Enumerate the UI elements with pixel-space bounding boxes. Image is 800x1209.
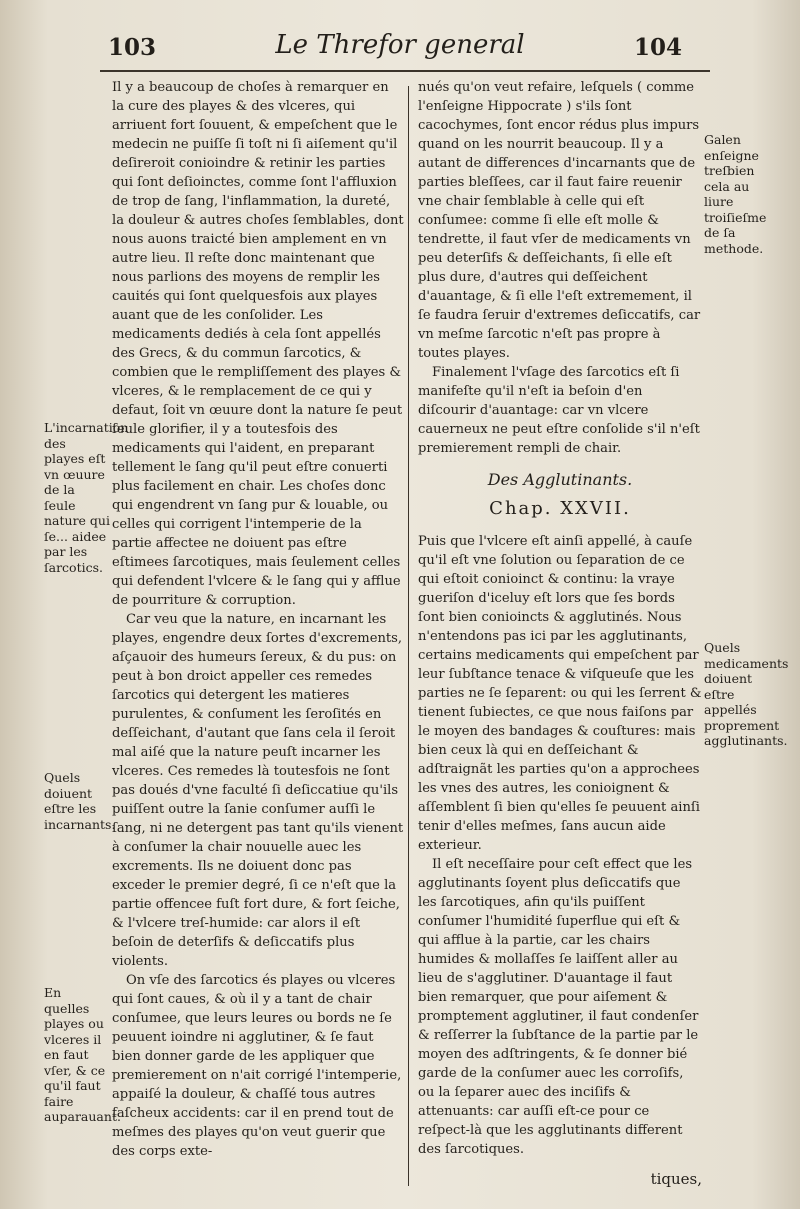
margin-note: Quels medicaments doiuent eſtre appellés proprement agglutinants. bbox=[704, 640, 789, 748]
right-column bbox=[418, 78, 702, 1159]
paragraph: Car veu que la nature, en incarnant les playes, engendre deux ſortes d'excrements, aſçauoir des humeurs ſereux, & du pus: on peut à bon droict appeller ces remedes ſarcotics qui detergent les matieres purulentes, & conſument les ſeroſités en deſſeichant, d'autant que ſans cela il ſeroit mal aiſé que la nature peuſt incarner les vlceres. Ces remedes là toutesfois ne ſont pas doués d'vne faculté ſi deſiccatiue qu'ils puiſſent outre la ſanie conſumer auſſi le ſang, ni ne detergent pas tant qu'ils vienent à conſumer la chair nouuelle auec les excrements. Ils ne doiuent donc pas exceder le premier degré, ſi ce n'eſt que la partie offencee fuſt fort dure, & fort ſeiche, & l'vlcere treſ-humide: car alors il eſt beſoin de deterſifs & deſiccatifs plus violents. bbox=[112, 612, 404, 969]
section-heading: Des Agglutinants. bbox=[487, 470, 633, 489]
paragraph: Il eſt neceſſaire pour ceſt effect que les agglutinants ſoyent plus deſiccatifs que les ſarcotiques, afin qu'ils puiſſent conſumer l'humidité ſuperflue qui eſt & qui afflue à la partie, car les chairs humides & mollaſſes ſe laiſſent aller au lieu de s'agglutiner. D'auantage il faut bien remarquer, que pour aiſement & promptement agglutiner, il faut condenſer & reſſerrer la ſubſtance de la partie par le moyen des adſtringents, & ſe donner bié garde de la conſumer auec les corroſifs, ou la ſeparer auec des inciſifs & attenuants: car auſſi eſt-ce pour ce reſpect-là que les agglutinants different des ſarcotiques. bbox=[418, 857, 699, 1157]
paragraph: Il y a beaucoup de choſes à remarquer en la cure des playes & des vlceres, qui arriuent fort ſouuent, & empeſchent que le medecin ne puiſſe ſi toſt ni ſi aiſement qu'il deſireroit conioindre & retinir les parties qui ſont deſioinctes, comme ſont l'affluxion de trop de ſang, l'inflammation, la dureté, la douleur & autres choſes ſemblables, dont nous auons traicté bien amplement en vn autre lieu. Il reſte donc maintenant que nous parlions des moyens de remplir les cauités qui ſont quelquesfois aux playes auant que de les conſolider. Les medicaments dediés à cela ſont appellés des Grecs, & du commun ſarcotics, & combien que le rempliſſement des playes & vlceres, & le remplacement de ce qui y defaut, ſoit vn œuure dont la nature ſe peut ſeule glorifier, il y a toutesfois des medicaments qui l'aident, en preparant tellement le ſang qu'il peut eſtre conuerti plus facilement en chair. Les choſes donc qui engendrent vn ſang pur & louable, ou celles qui corrigent l'intemperie de la partie affectee ne doiuent pas eſtre eſtimees ſarcotiques, mais ſeulement celles qui defendent l'vlcere & le ſang qui y afflue de pourriture & corruption. bbox=[112, 80, 404, 608]
paragraph: On vſe des ſarcotics és playes ou vlceres qui ſont caues, & où il y a tant de chair conſumee, que leurs leures ou bords ne ſe peuuent ioindre ni agglutiner, & ſe faut bien donner garde de les appliquer que premierement on n'ait corrigé l'intemperie, appaiſé la douleur, & chaſſé tous autres faſcheux accidents: car il en prend tout de meſmes des playes qu'on veut guerir que des corps exte- bbox=[112, 973, 402, 1159]
margin-note: Quels doiuent eſtre les incarnants. bbox=[44, 770, 116, 832]
paragraph: Puis que l'vlcere eſt ainſi appellé, à cauſe qu'il eſt vne ſolution ou ſeparation de ce qui eſtoit conioinct & continu: la vraye gueriſon d'iceluy eſt lors que ſes bords ſont bien conioincts & agglutinés. Nous n'entendons pas ici par les agglutinants, certains medicaments qui empeſchent par leur ſubſtance tenace & viſqueuſe que les parties ne ſe ſeparent: ou qui les ſerrent & tienent ſubiectes, ce que nous faiſons par le moyen des bandages & couſtures: mais bien ceux là qui en deſſeichant & adſtraignãt les parties qu'on a approchees les vnes des autres, les conioignent & aſſemblent ſi bien qu'elles ſe peuuent ainſi tenir d'elles meſmes, ſans aucun aide exterieur. bbox=[418, 534, 702, 853]
left-column bbox=[112, 78, 404, 1161]
chapter-heading: Chap. XXVII. bbox=[489, 498, 631, 519]
margin-note: L'incarnation des playes eſt vn œuure de la ſeule nature qui ſe... aidee par les ſarcotics. bbox=[44, 420, 129, 575]
catchword: tiques, bbox=[650, 1170, 702, 1188]
page-number-right: 104 bbox=[633, 34, 682, 61]
header-rule bbox=[100, 70, 710, 72]
margin-note: Galen enſeigne treſbien cela au liure troiſieſme de ſa methode. bbox=[704, 132, 767, 256]
paragraph: nués qu'on veut refaire, leſquels ( comme l'enſeigne Hippocrate ) s'ils ſont cacochymes, ſont encor rédus plus impurs quand on les nourrit beaucoup. Il y a autant de differences d'incarnants que de parties bleſſees, car il faut faire reuenir vne chair ſemblable à celle qui eſt conſumee: comme ſi elle eſt molle & tendrette, il faut vſer de medicaments vn peu deterſifs & deſſeichants, ſi elle eſt plus dure, d'autres qui deſſeichent d'auantage, & ſi elle l'eſt extremement, il ſe faudra ſeruir d'extremes deſiccatifs, car vn meſme ſarcotic n'eſt pas propre à toutes playes. bbox=[418, 80, 701, 361]
margin-note: En quelles playes ou vlceres il en faut vſer, & ce qu'il faut faire auparauant. bbox=[44, 985, 121, 1124]
running-title: Le Threfor general bbox=[275, 30, 525, 60]
page-number-left: 103 bbox=[108, 34, 157, 61]
paragraph: Finalement l'vſage des ſarcotics eſt ſi manifeſte qu'il n'eſt ia beſoin d'en diſcourir d'auantage: car vn vlcere cauerneux ne peut eſtre conſolide s'il n'eſt premierement rempli de chair. bbox=[418, 365, 700, 456]
column-divider bbox=[408, 86, 409, 1186]
